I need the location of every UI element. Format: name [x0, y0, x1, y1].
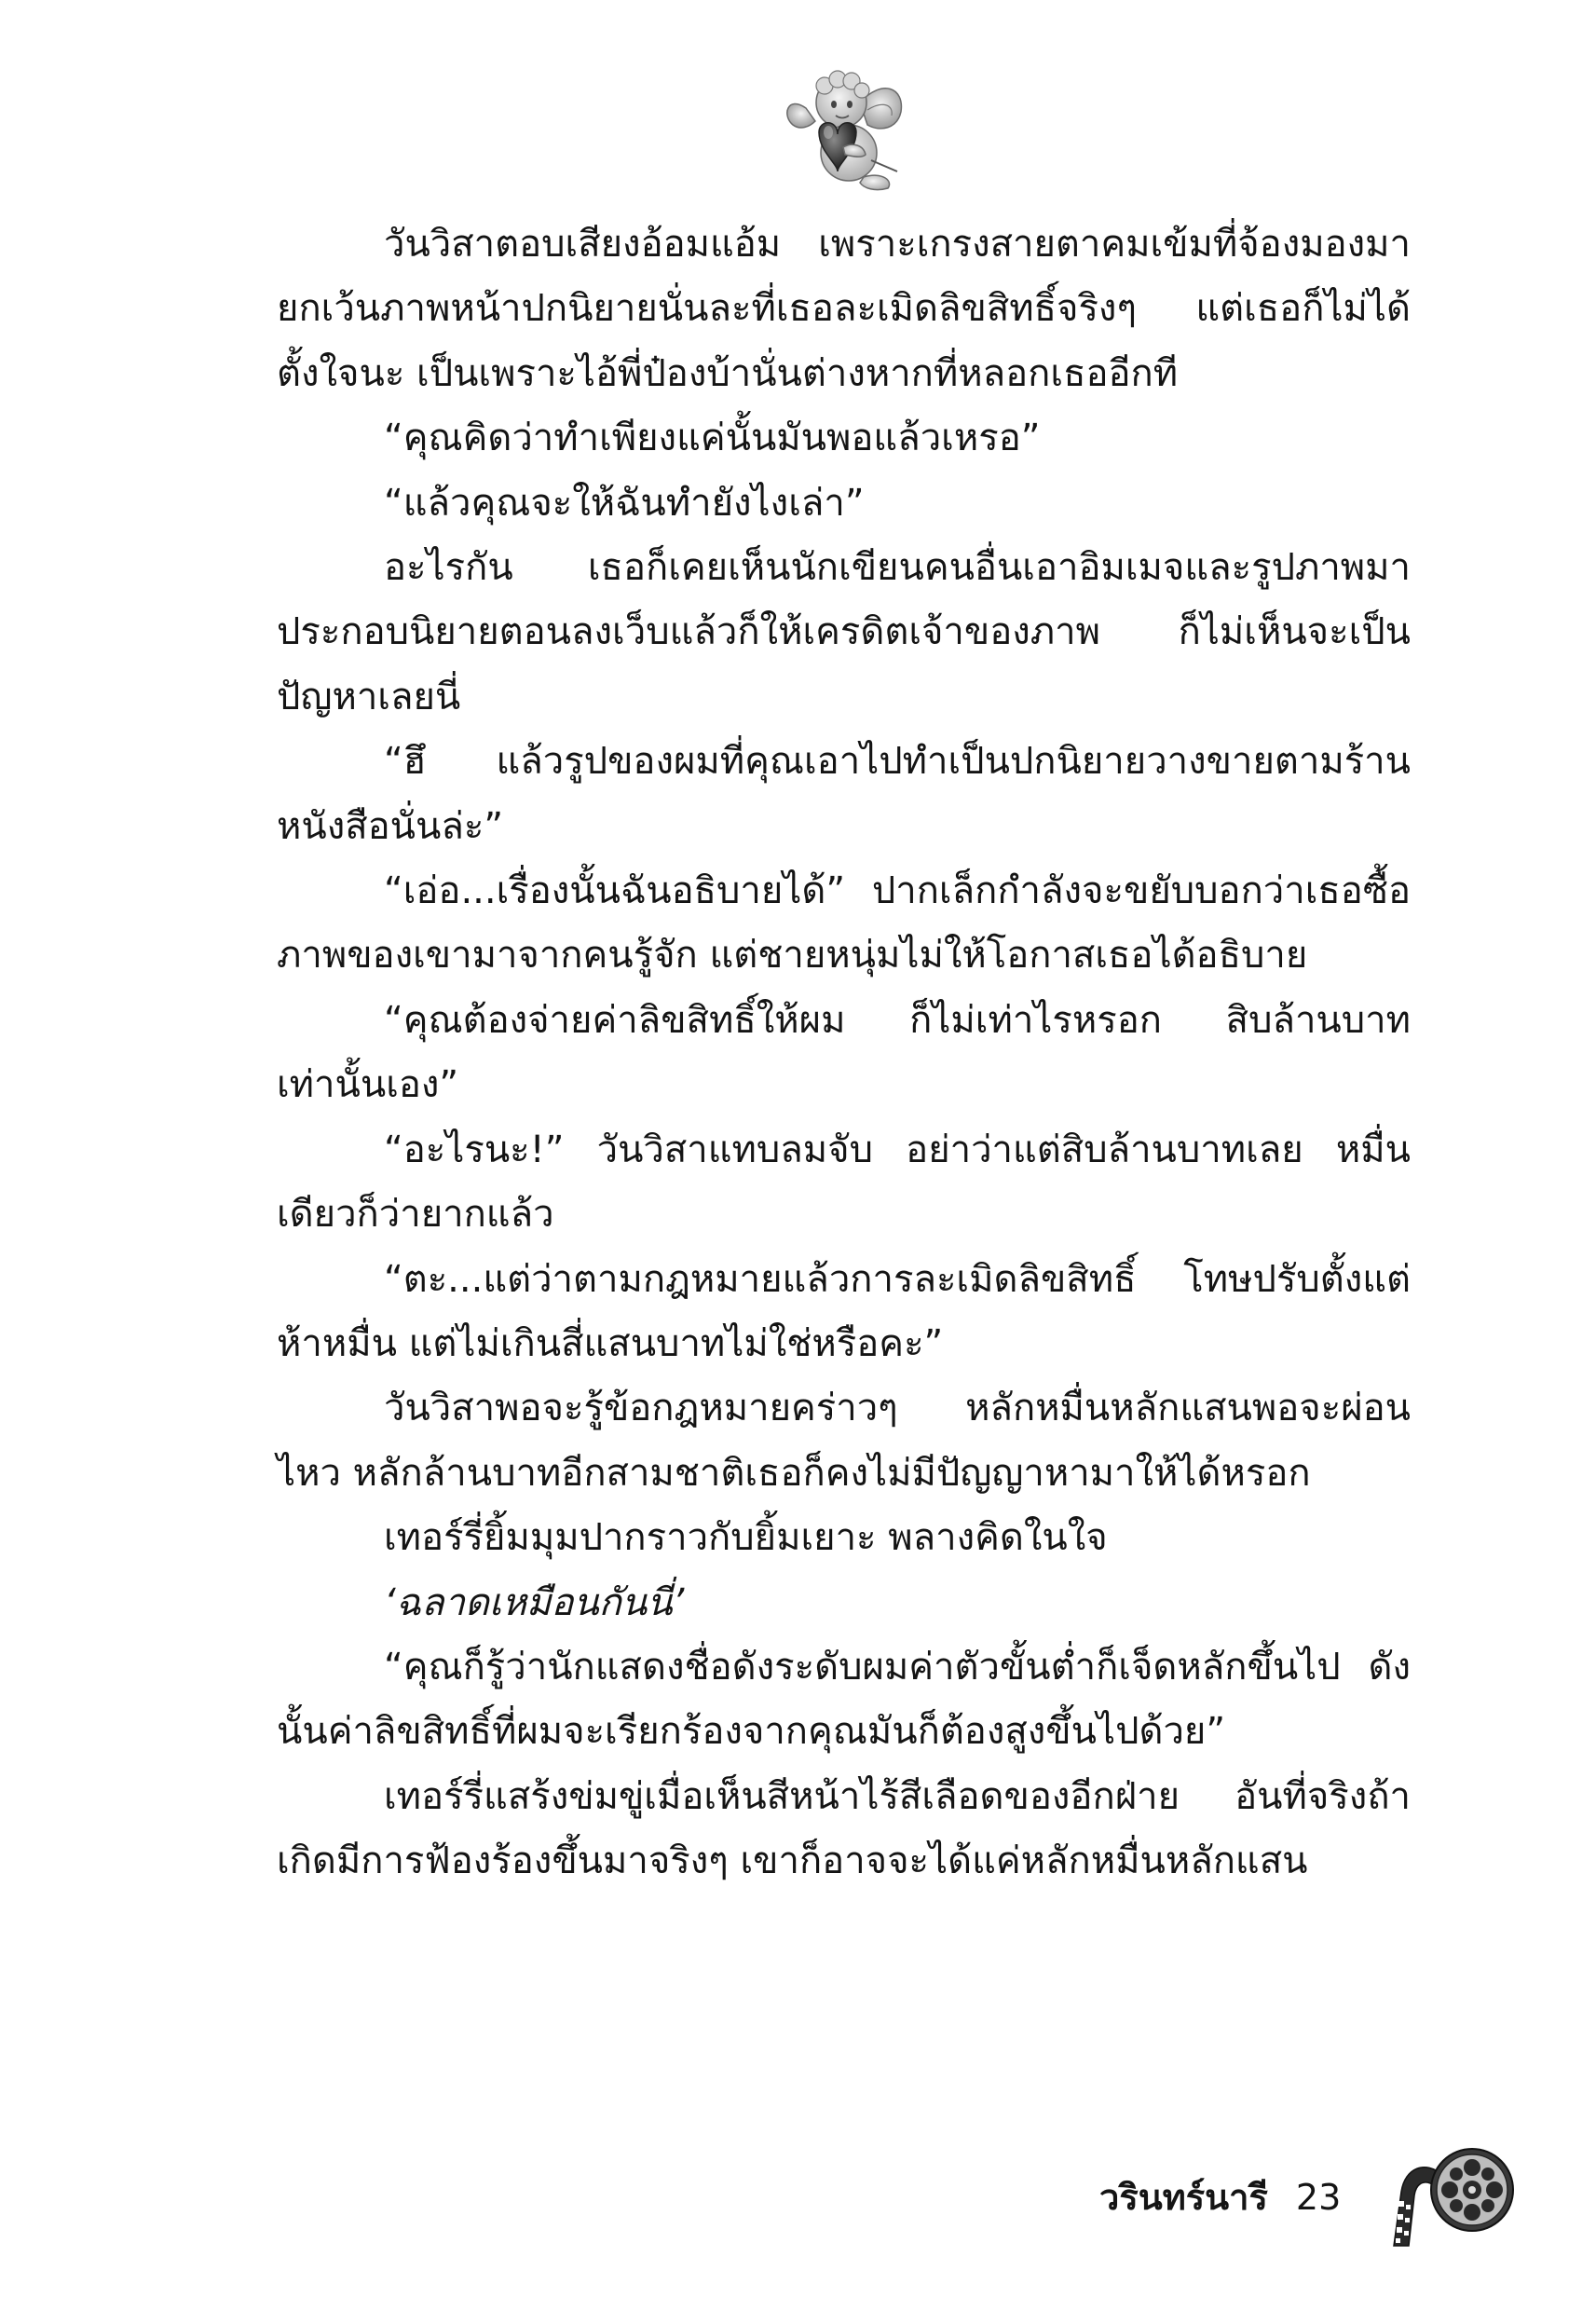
- paragraph-8: “อะไรนะ!” วันวิสาแทบลมจับ อย่าว่าแต่สิบล้านบาทเลย หมื่นเดียวก็ว่ายากแล้ว: [277, 1128, 1411, 1237]
- film-reel-icon: [1388, 2136, 1517, 2249]
- paragraph-13: “คุณก็รู้ว่านักแสดงชื่อดังระดับผมค่าตัวขั้นต่ำก็เจ็ดหลักขึ้นไป ดังนั้นค่าลิขสิทธิ์ที่ผมจะเรียกร้องจากคุณมันก็ต้องสูงขึ้นไปด้วย”: [277, 1645, 1411, 1754]
- page-footer: [1099, 2167, 1341, 2227]
- paragraph-7: “คุณต้องจ่ายค่าลิขสิทธิ์ให้ผม ก็ไม่เท่าไรหรอก สิบล้านบาทเท่านั้นเอง”: [277, 998, 1411, 1107]
- paragraph-14: เทอร์รี่แสร้งข่มขู่เมื่อเห็นสีหน้าไร้สีเลือดของอีกฝ่าย อันที่จริงถ้าเกิดมีการฟ้องร้องขึ้นมาจริงๆ เขาก็อาจจะได้แค่หลักหมื่นหลักแสน: [277, 1774, 1411, 1883]
- paragraph-9: “ตะ...แต่ว่าตามกฎหมายแล้วการละเมิดลิขสิทธิ์ โทษปรับตั้งแต่ห้าหมื่น แต่ไม่เกินสี่แสนบาทไม่ใช่หรือคะ”: [277, 1257, 1411, 1365]
- page-number: 23: [1295, 2177, 1342, 2218]
- paragraph-1: วันวิสาตอบเสียงอ้อมแอ้ม เพราะเกรงสายตาคมเข้มที่จ้องมองมา ยกเว้นภาพหน้าปกนิยายนั่นละที่เธอละเมิดลิขสิทธิ์จริงๆ แต่เธอก็ไม่ได้ตั้งใจนะ เป็นเพราะไอ้พี่ป๋องบ้านั่นต่างหากที่หลอกเธออีกที: [277, 223, 1411, 395]
- paragraph-10: วันวิสาพอจะรู้ข้อกฎหมายคร่าวๆ หลักหมื่นหลักแสนพอจะผ่อนไหว หลักล้านบาทอีกสามชาติเธอก็คงไม่มีปัญญาหามาให้ได้หรอก: [277, 1387, 1411, 1495]
- book-title: วรินทร์นารี: [1099, 2177, 1268, 2218]
- paragraph-3: “แล้วคุณจะให้ฉันทำยังไงเล่า”: [384, 481, 865, 525]
- paragraph-6: “เอ่อ...เรื่องนั้นฉันอธิบายได้” ปากเล็กกำลังจะขยับบอกว่าเธอซื้อภาพของเขามาจากคนรู้จัก แต่ชายหนุ่มไม่ให้โอกาสเธอได้อธิบาย: [277, 869, 1411, 978]
- paragraph-12-thought: ‘ฉลาดเหมือนกันนี่’: [384, 1580, 685, 1624]
- paragraph-4: อะไรกัน เธอก็เคยเห็นนักเขียนคนอื่นเอาอิมเมจและรูปภาพมาประกอบนิยายตอนลงเว็บแล้วก็ให้เครดิตเจ้าของภาพ ก็ไม่เห็นจะเป็นปัญหาเลยนี่: [277, 546, 1411, 718]
- story-body: [277, 212, 1411, 2151]
- paragraph-2: “คุณคิดว่าทำเพียงแค่นั้นมันพอแล้วเหรอ”: [384, 417, 1041, 460]
- paragraph-5: “ฮึ แล้วรูปของผมที่คุณเอาไปทำเป็นปกนิยายวางขายตามร้านหนังสือนั่นล่ะ”: [277, 740, 1411, 848]
- cupid-heart-icon: [778, 67, 908, 193]
- paragraph-11: เทอร์รี่ยิ้มมุมปากราวกับยิ้มเยาะ พลางคิดในใจ: [384, 1516, 1108, 1560]
